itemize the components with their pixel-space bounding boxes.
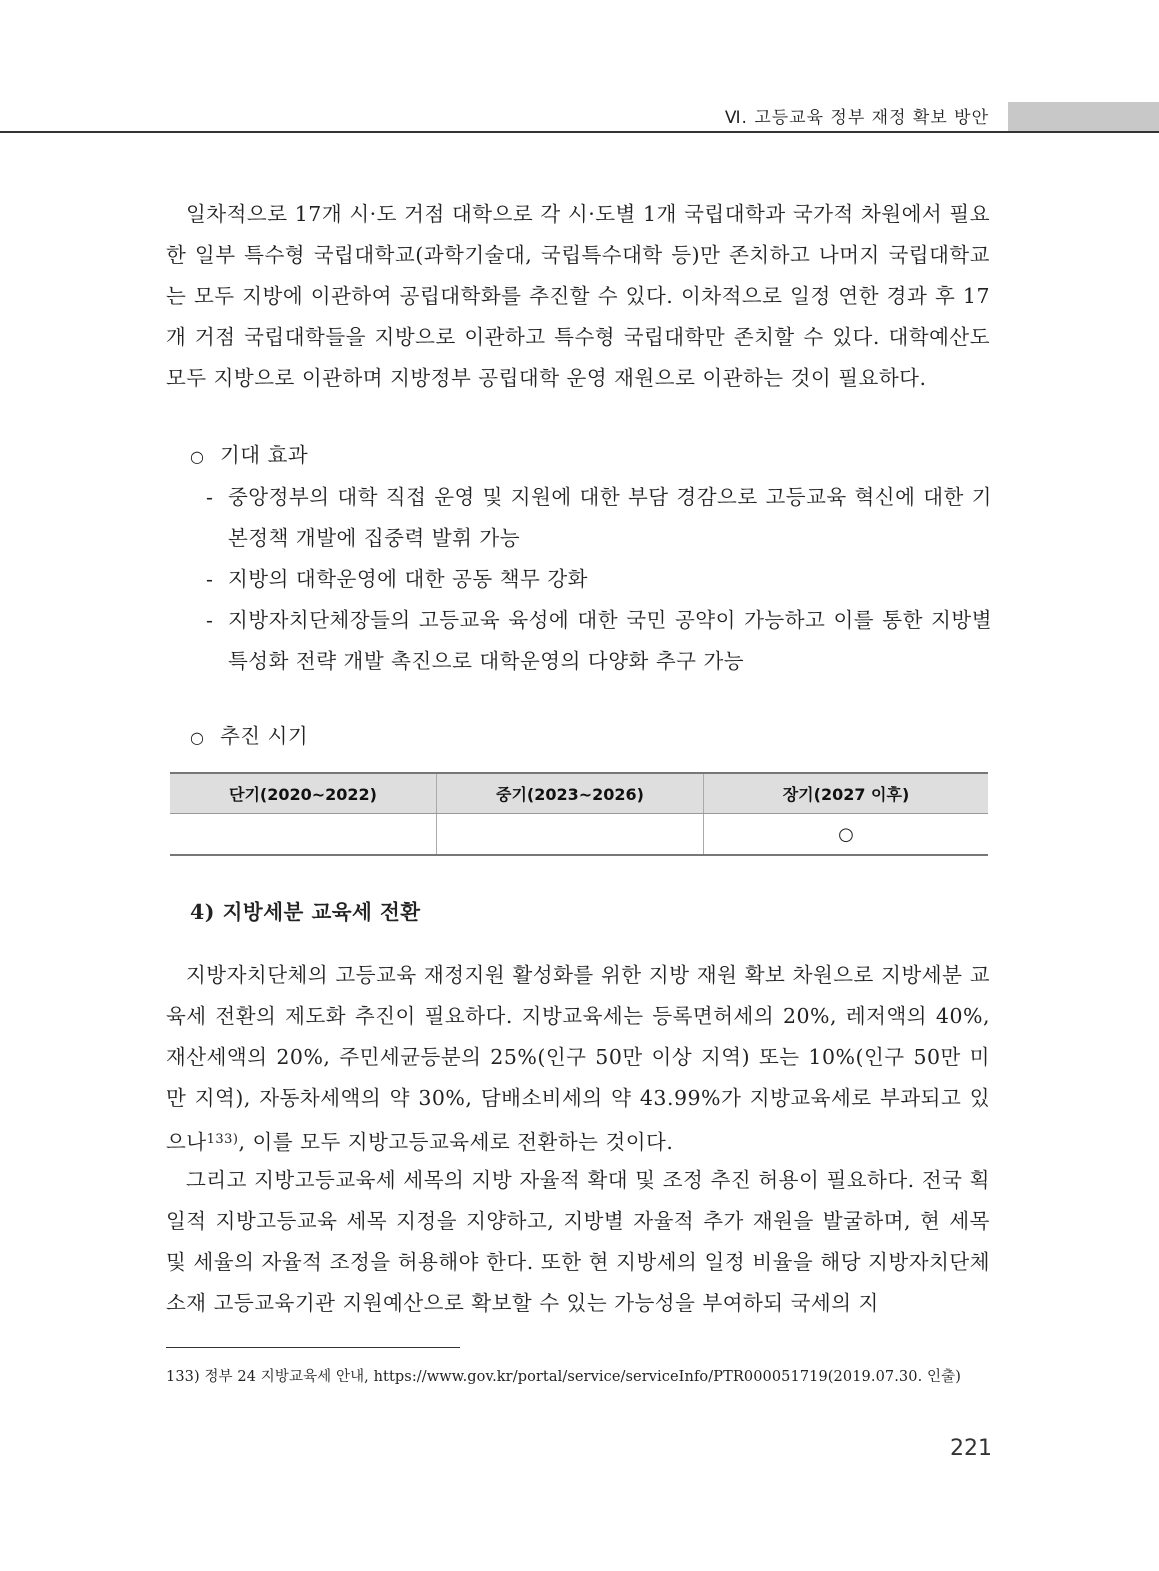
schedule-heading <box>190 716 308 758</box>
effects-item-text: 지방자치단체장들의 고등교육 육성에 대한 국민 공약이 가능하고 이를 통한 지방별 특성화 전략 개발 촉진으로 대학운영의 다양화 추구 가능 <box>228 608 992 673</box>
circle-bullet-icon: ○ <box>190 447 205 466</box>
header-rule <box>0 131 1159 133</box>
footnote-rule <box>166 1347 460 1348</box>
section-4-paragraph-1-text: 지방자치단체의 고등교육 재정지원 활성화를 위한 지방 재원 확보 차원으로 지방세분 교육세 전환의 제도화 추진이 필요하다. 지방교육세는 등록면허세의 20%, 레저액의 40%, 재산세액의 20%, 주민세균등분의 25%(인구 50만 이상 지역) 또는 10%(인구 50만 미만 지역), 자동차세액의 약 30%, 담배소비세의 약 43.99%가 지방교육세로 부과되고 있으나 <box>166 963 990 1154</box>
column-header-long-term: 장기(2027 이후) <box>704 773 989 814</box>
circle-bullet-icon: ○ <box>190 728 205 747</box>
effects-item-2 <box>206 559 992 600</box>
cell-mid-term <box>437 814 704 856</box>
schedule-table <box>170 772 988 856</box>
effects-item-text: 중앙정부의 대학 직접 운영 및 지원에 대한 부담 경감으로 고등교육 혁신에 대한 기본정책 개발에 집중력 발휘 가능 <box>228 485 992 550</box>
running-header-title: Ⅵ. 고등교육 정부 재정 확보 방안 <box>724 108 989 128</box>
section-4-paragraph-1-tail: , 이를 모두 지방고등교육세로 전환하는 것이다. <box>238 1130 674 1154</box>
paragraph-1: 일차적으로 17개 시·도 거점 대학으로 각 시·도별 1개 국립대학과 국가적 차원에서 필요한 일부 특수형 국립대학교(과학기술대, 국립특수대학 등)만 존치하고 나머지 국립대학교는 모두 지방에 이관하여 공립대학화를 추진할 수 있다. 이차적으로 일정 연한 경과 후 17개 거점 국립대학들을 지방으로 이관하고 특수형 국립대학만 존치할 수 있다. 대학예산도 모두 지방으로 이관하며 지방정부 공립대학 운영 재원으로 이관하는 것이 필요하다. <box>166 202 990 390</box>
schedule-heading-text: 추진 시기 <box>220 724 309 748</box>
dash-bullet: - <box>206 608 214 632</box>
footnote-reference: 133) <box>206 1132 239 1147</box>
effects-heading <box>190 435 308 477</box>
effects-item-1 <box>206 477 992 559</box>
effects-item-3 <box>206 600 992 682</box>
cell-short-term <box>170 814 437 856</box>
column-header-mid-term: 중기(2023~2026) <box>437 773 704 814</box>
cell-long-term: ○ <box>704 814 989 856</box>
header-shade-box <box>1008 102 1159 132</box>
table-header-row <box>170 773 988 814</box>
dash-bullet: - <box>206 567 214 591</box>
page-number: 221 <box>950 1436 992 1461</box>
section-4-paragraph-1 <box>166 955 990 1163</box>
footnote-133: 133) 정부 24 지방교육세 안내, https://www.gov.kr/portal/service/serviceInfo/PTR000051719(2019.07.30. 인출) <box>166 1369 961 1385</box>
effects-heading-text: 기대 효과 <box>220 443 309 467</box>
section-4-paragraph-2: 그리고 지방고등교육세 세목의 지방 자율적 확대 및 조정 추진 허용이 필요하다. 전국 획일적 지방고등교육 세목 지정을 지양하고, 지방별 자율적 추가 재원을 발굴하며, 현 세목 및 세율의 자율적 조정을 허용해야 한다. 또한 현 지방세의 일정 비율을 해당 지방자치단체 소재 고등교육기관 지원예산으로 확보할 수 있는 가능성을 부여하되 국세의 지 <box>166 1168 990 1315</box>
dash-bullet: - <box>206 485 214 509</box>
table-row <box>170 814 988 856</box>
effects-item-text: 지방의 대학운영에 대한 공동 책무 강화 <box>228 567 588 591</box>
column-header-short-term: 단기(2020~2022) <box>170 773 437 814</box>
section-4-title: 4) 지방세분 교육세 전환 <box>190 900 421 924</box>
